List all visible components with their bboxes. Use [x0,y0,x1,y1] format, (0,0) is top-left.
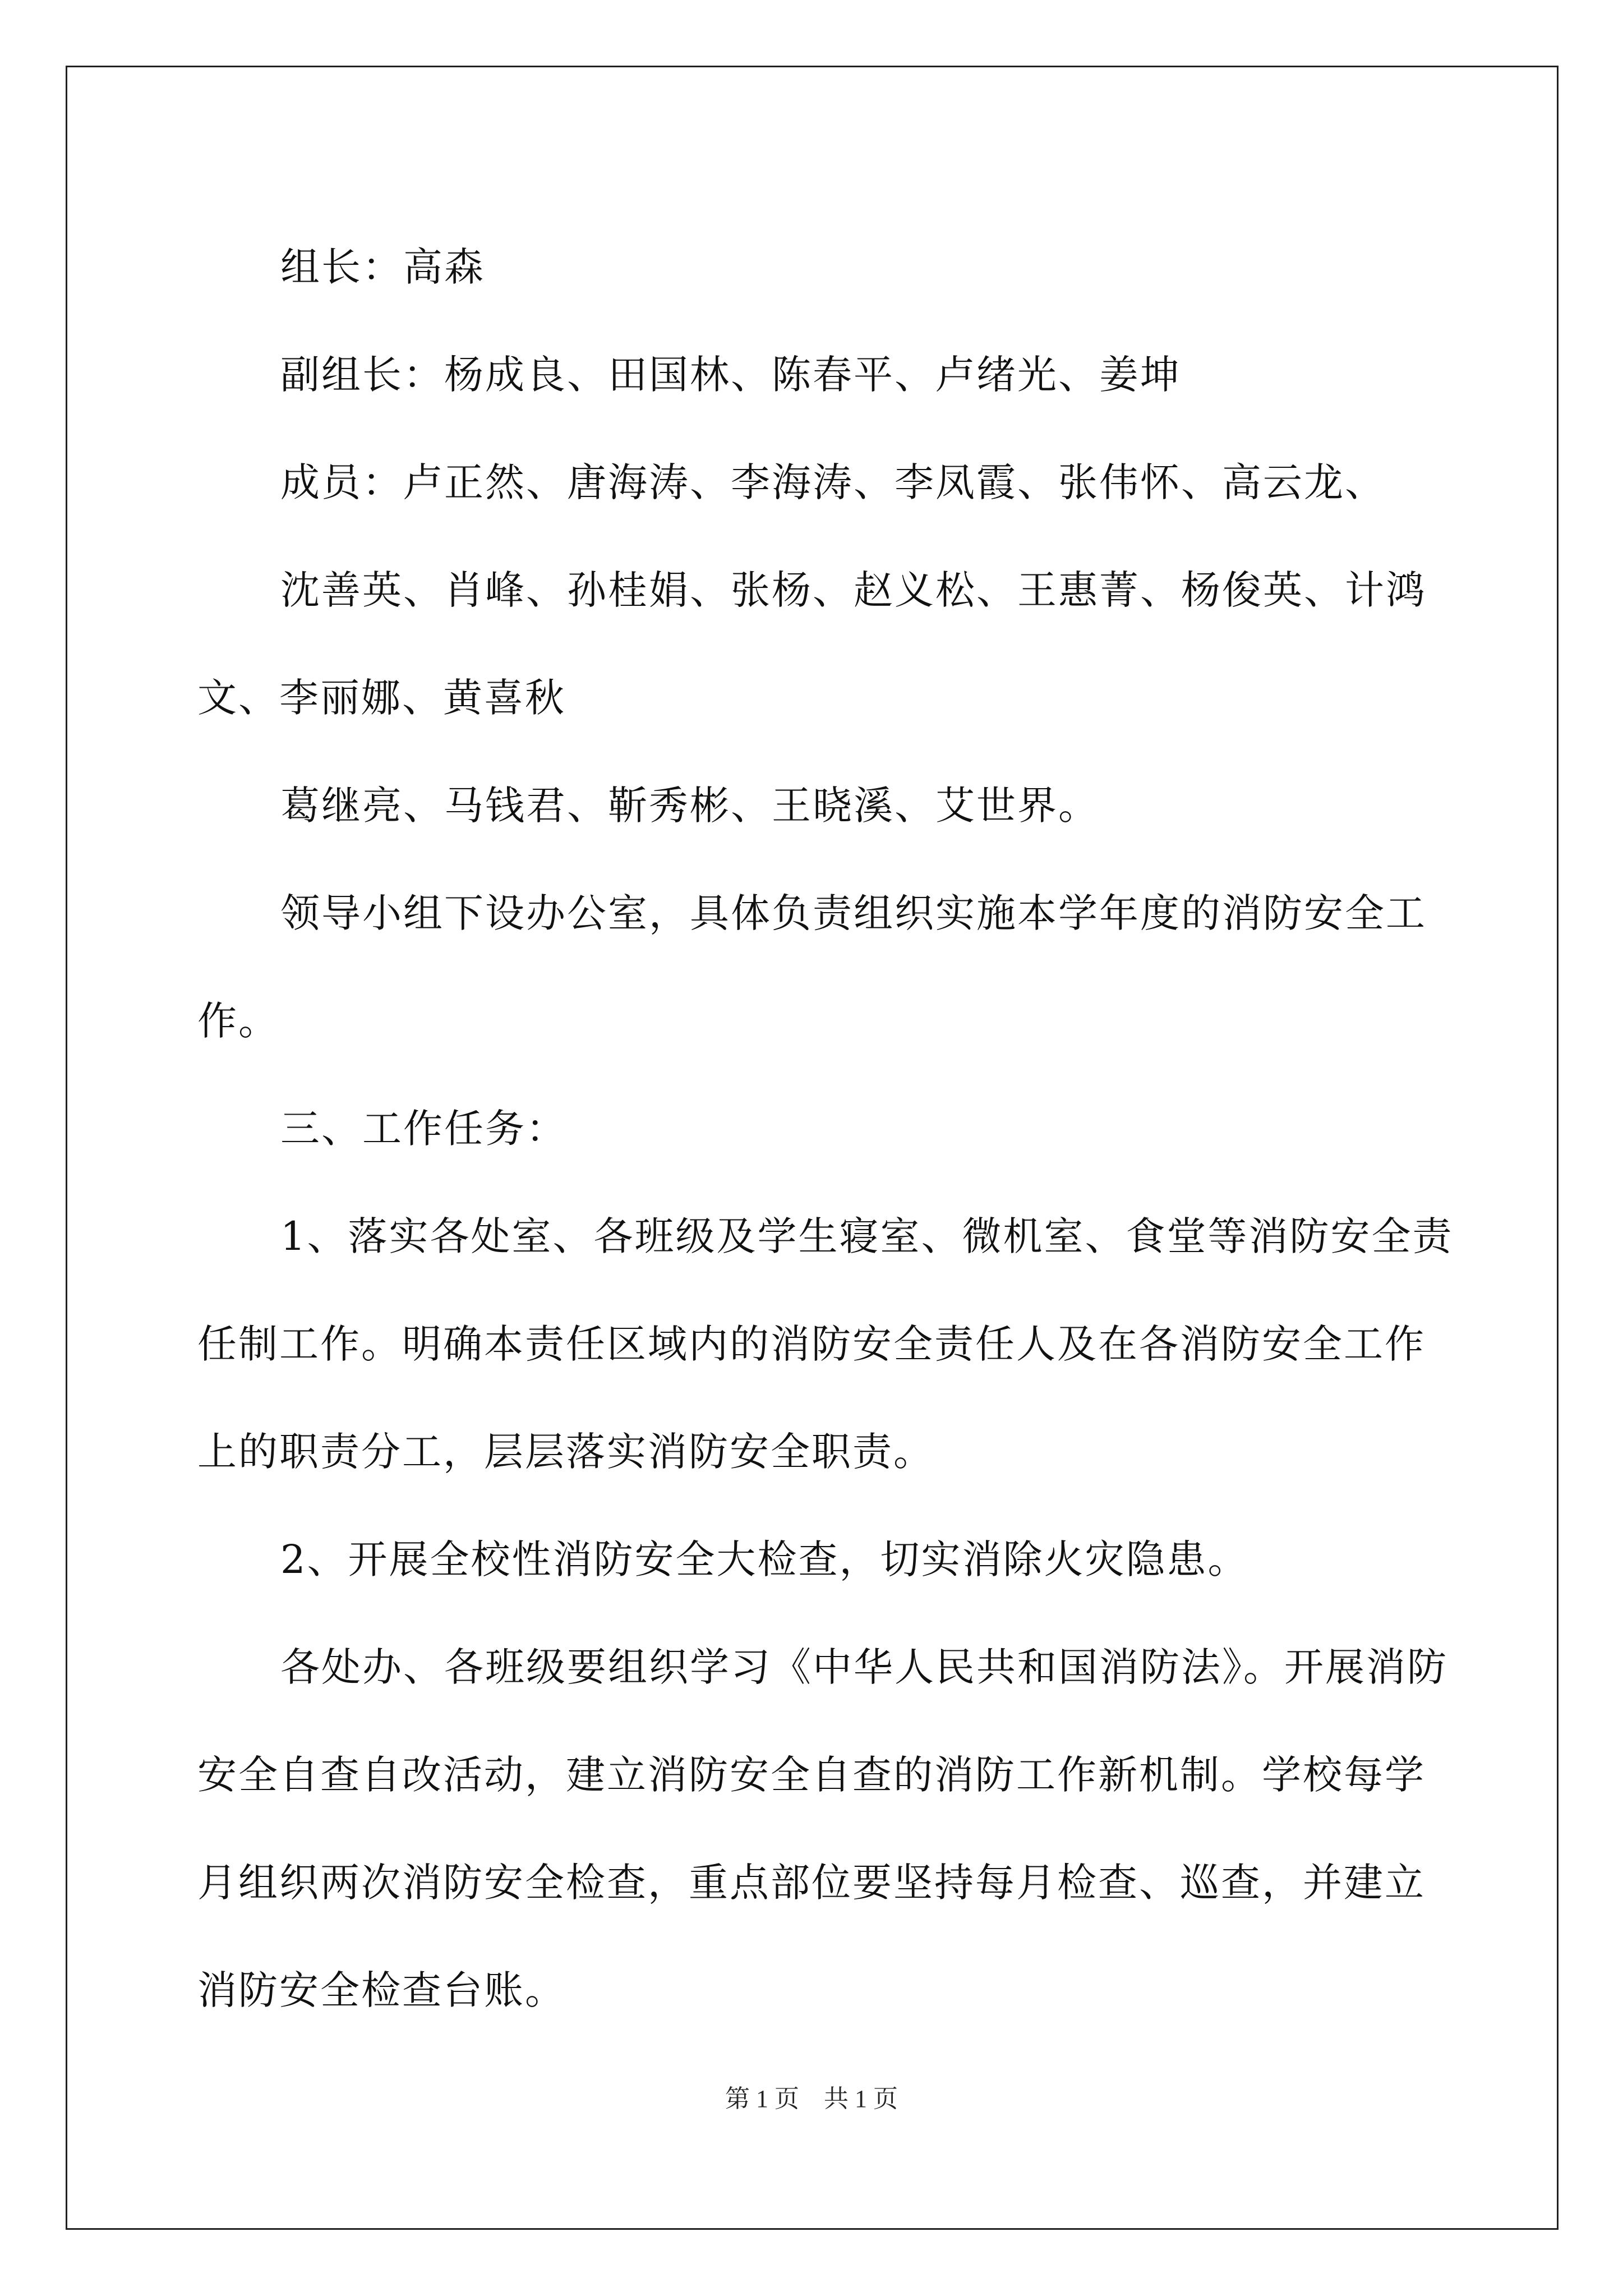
text-line: 消防安全检查台账。 [197,1967,566,2013]
text-line: 各处办、各班级要组织学习《中华人民共和国消防法》。开展消防 [280,1644,1448,1690]
text-line: 任制工作。明确本责任区域内的消防安全责任人及在各消防安全工作 [197,1321,1426,1367]
text-line: 成员：卢正然、唐海涛、李海涛、李凤霞、张伟怀、高云龙、 [280,459,1386,505]
section-heading: 三、工作任务： [280,1106,567,1152]
text-line: 组长：高森 [280,244,485,290]
text-line: 领导小组下设办公室，具体负责组织实施本学年度的消防安全工 [280,890,1427,936]
text-line: 作。 [197,998,279,1044]
text-line: 安全自查自改活动，建立消防安全自查的消防工作新机制。学校每学 [197,1752,1426,1798]
text-line: 副组长：杨成良、田国林、陈春平、卢绪光、姜坤 [280,352,1181,398]
text-line: 上的职责分工，层层落实消防安全职责。 [197,1429,934,1475]
text-line: 沈善英、肖峰、孙桂娟、张杨、赵义松、王惠菁、杨俊英、计鸿 [280,567,1427,613]
text-line: 文、李丽娜、黄喜秋 [197,675,566,721]
text-line: 1、落实各处室、各班级及学生寝室、微机室、食堂等消防安全责 [280,1213,1454,1259]
document-body [197,213,1454,2044]
text-line: 2、开展全校性消防安全大检查，切实消除火灾隐患。 [280,1536,1249,1582]
text-line: 葛继亮、马钱君、靳秀彬、王晓溪、艾世界。 [280,783,1099,829]
page-number-footer: 第 1 页 共 1 页 [725,2085,898,2113]
text-line: 月组织两次消防安全检查，重点部位要坚持每月检查、巡查，并建立 [197,1860,1426,1906]
